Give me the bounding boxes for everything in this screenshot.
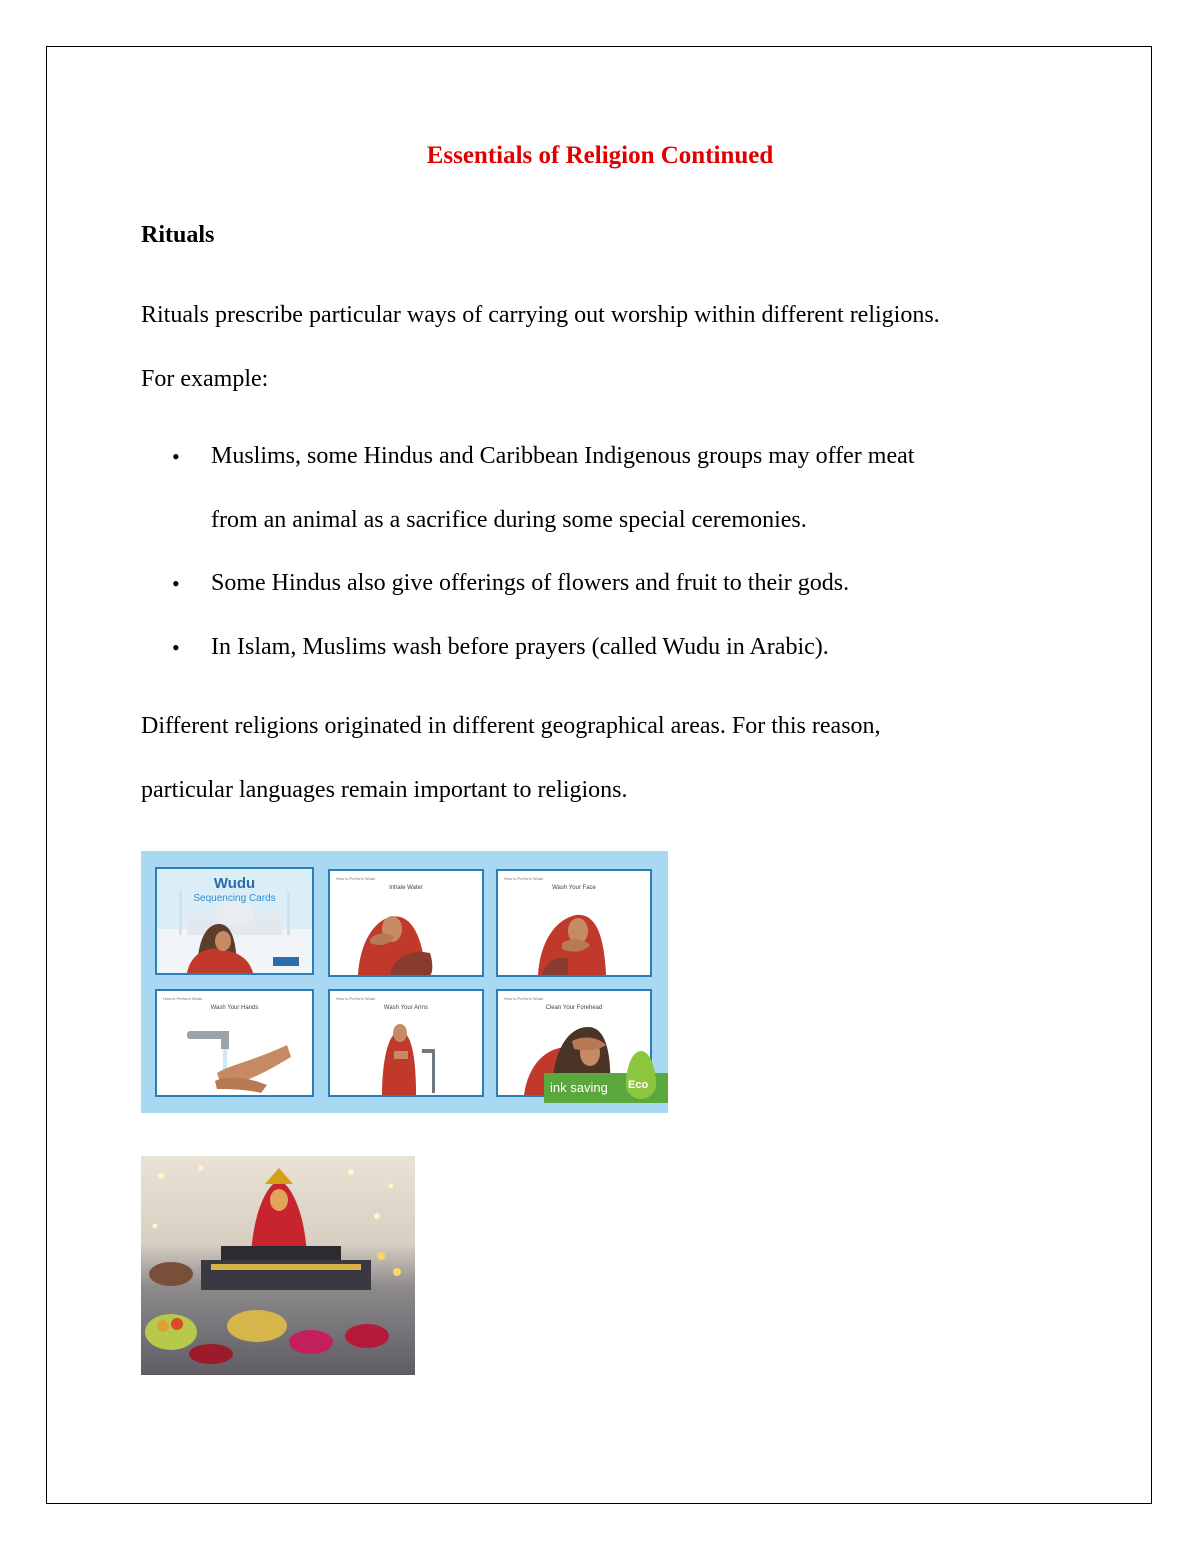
eco-badge bbox=[544, 1073, 668, 1103]
card-caption: Inhale Water bbox=[389, 885, 423, 891]
bullet-1-line-1: Muslims, some Hindus and Caribbean Indigenous groups may offer meat bbox=[211, 443, 915, 469]
card-header: How to Perform Wudu bbox=[504, 876, 544, 881]
wudu-cover-card bbox=[155, 867, 314, 975]
bullet-2: Some Hindus also give offerings of flowers and fruit to their gods. bbox=[211, 570, 850, 596]
woman-washing-arms-illustration bbox=[330, 991, 482, 1095]
card-header: How to Perform Wudu bbox=[504, 996, 544, 1001]
eco-badge-word: Eco bbox=[628, 1079, 649, 1091]
card-caption: Wash Your Hands bbox=[210, 1005, 259, 1011]
woman-washing-face-illustration bbox=[498, 871, 650, 975]
bullet-icon: • bbox=[172, 571, 180, 596]
bullet-3: In Islam, Muslims wash before prayers (called Wudu in Arabic). bbox=[211, 634, 829, 660]
card-header: How to Perform Wudu bbox=[163, 996, 203, 1001]
hands-under-tap-illustration bbox=[157, 991, 312, 1095]
for-example-text: For example: bbox=[141, 366, 269, 392]
wudu-card-inhale-water bbox=[328, 869, 484, 977]
wudu-card-wash-arms bbox=[328, 989, 484, 1097]
wudu-sequencing-cards-image bbox=[141, 851, 668, 1113]
card-caption: Wash Your Face bbox=[552, 885, 596, 891]
offerings-altar-illustration bbox=[141, 1156, 415, 1375]
bullet-icon: • bbox=[172, 635, 180, 660]
card-caption: Clean Your Forehead bbox=[545, 1005, 603, 1011]
card-caption: Wash Your Arms bbox=[383, 1005, 429, 1011]
closing-line-1: Different religions originated in different geographical areas. For this reason, bbox=[141, 713, 881, 739]
woman-inhaling-water-illustration bbox=[330, 871, 482, 975]
bullet-icon: • bbox=[172, 444, 180, 469]
hindu-offerings-photo bbox=[141, 1156, 415, 1375]
wudu-card-wash-face bbox=[496, 869, 652, 977]
closing-line-2: particular languages remain important to religions. bbox=[141, 777, 628, 803]
card-header: How to Perform Wudu bbox=[336, 996, 376, 1001]
intro-paragraph: Rituals prescribe particular ways of carrying out worship within different religions. bbox=[141, 302, 940, 328]
wudu-cover-subtitle: Sequencing Cards bbox=[193, 893, 276, 904]
section-heading: Rituals bbox=[141, 222, 215, 248]
wudu-cover-title: Wudu bbox=[213, 875, 256, 892]
card-header: How to Perform Wudu bbox=[336, 876, 376, 881]
document-title: Essentials of Religion Continued bbox=[426, 142, 774, 169]
bullet-1-line-2: from an animal as a sacrifice during some special ceremonies. bbox=[211, 507, 807, 533]
wudu-card-wash-hands bbox=[155, 989, 314, 1097]
eco-badge-text: ink saving bbox=[550, 1080, 608, 1095]
